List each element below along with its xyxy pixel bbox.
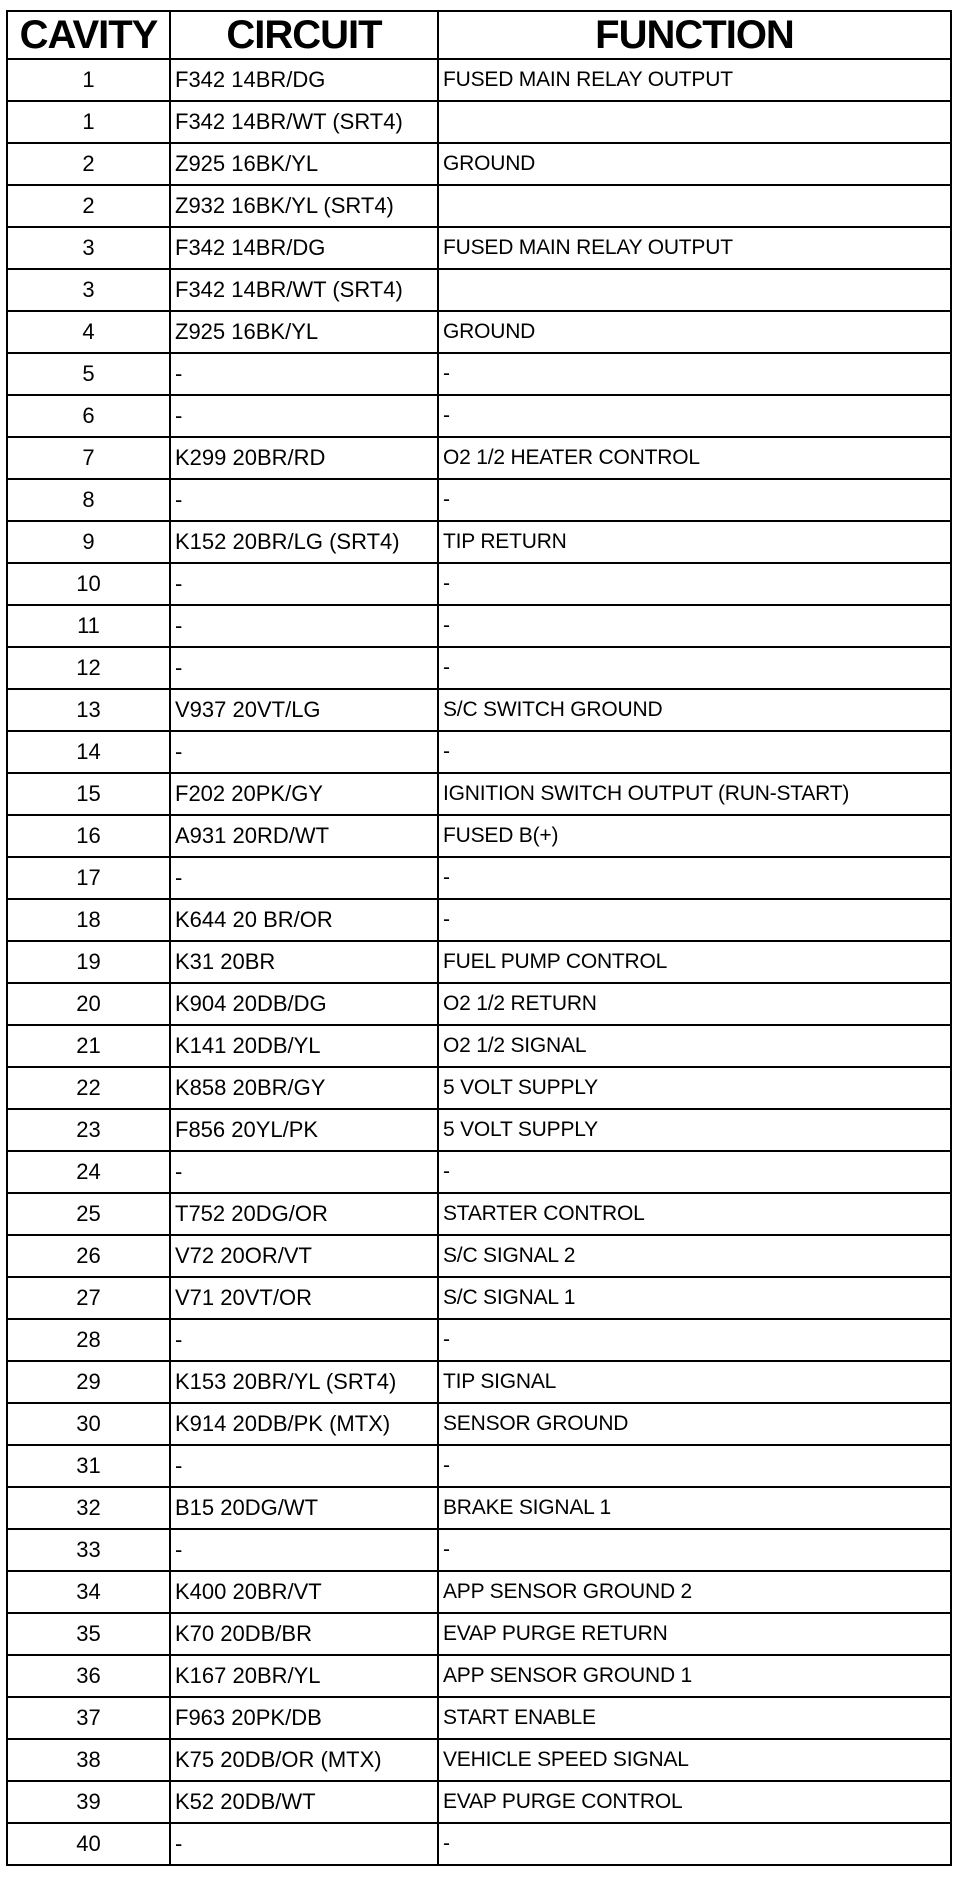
table-row bbox=[7, 983, 951, 1025]
function-cell: FUSED MAIN RELAY OUTPUT bbox=[438, 227, 951, 269]
function-cell: - bbox=[438, 353, 951, 395]
table-row bbox=[7, 1487, 951, 1529]
function-cell: EVAP PURGE CONTROL bbox=[438, 1781, 951, 1823]
table-row bbox=[7, 563, 951, 605]
circuit-cell: F963 20PK/DB bbox=[170, 1697, 438, 1739]
function-cell: - bbox=[438, 605, 951, 647]
table-row bbox=[7, 353, 951, 395]
table-row bbox=[7, 1109, 951, 1151]
cavity-cell: 1 bbox=[7, 101, 170, 143]
table-row bbox=[7, 143, 951, 185]
table-row bbox=[7, 899, 951, 941]
table-body bbox=[7, 59, 951, 1865]
cavity-cell: 23 bbox=[7, 1109, 170, 1151]
connector-pinout-table bbox=[6, 10, 952, 1866]
function-cell bbox=[438, 185, 951, 227]
function-cell: S/C SIGNAL 1 bbox=[438, 1277, 951, 1319]
cavity-cell: 15 bbox=[7, 773, 170, 815]
cavity-cell: 27 bbox=[7, 1277, 170, 1319]
cavity-cell: 26 bbox=[7, 1235, 170, 1277]
function-cell: O2 1/2 HEATER CONTROL bbox=[438, 437, 951, 479]
circuit-cell: A931 20RD/WT bbox=[170, 815, 438, 857]
circuit-cell: - bbox=[170, 1151, 438, 1193]
cavity-cell: 11 bbox=[7, 605, 170, 647]
function-cell: GROUND bbox=[438, 311, 951, 353]
cavity-cell: 39 bbox=[7, 1781, 170, 1823]
cavity-cell: 9 bbox=[7, 521, 170, 563]
table-row bbox=[7, 815, 951, 857]
table-row bbox=[7, 311, 951, 353]
table-row bbox=[7, 1655, 951, 1697]
table-row bbox=[7, 1067, 951, 1109]
table-row bbox=[7, 521, 951, 563]
table-row bbox=[7, 857, 951, 899]
function-cell: FUSED B(+) bbox=[438, 815, 951, 857]
table-row bbox=[7, 1697, 951, 1739]
table-row bbox=[7, 1277, 951, 1319]
circuit-cell: F856 20YL/PK bbox=[170, 1109, 438, 1151]
function-cell: FUSED MAIN RELAY OUTPUT bbox=[438, 59, 951, 101]
function-cell: - bbox=[438, 1445, 951, 1487]
cavity-cell: 38 bbox=[7, 1739, 170, 1781]
function-cell bbox=[438, 269, 951, 311]
function-cell: - bbox=[438, 899, 951, 941]
header-function: FUNCTION bbox=[438, 11, 951, 59]
circuit-cell: K167 20BR/YL bbox=[170, 1655, 438, 1697]
function-cell: START ENABLE bbox=[438, 1697, 951, 1739]
circuit-cell: Z932 16BK/YL (SRT4) bbox=[170, 185, 438, 227]
table-row bbox=[7, 1025, 951, 1067]
cavity-cell: 5 bbox=[7, 353, 170, 395]
table-row bbox=[7, 1739, 951, 1781]
circuit-cell: - bbox=[170, 1445, 438, 1487]
function-cell: O2 1/2 RETURN bbox=[438, 983, 951, 1025]
function-cell: - bbox=[438, 479, 951, 521]
circuit-cell: F342 14BR/WT (SRT4) bbox=[170, 101, 438, 143]
function-cell: APP SENSOR GROUND 2 bbox=[438, 1571, 951, 1613]
circuit-cell: K141 20DB/YL bbox=[170, 1025, 438, 1067]
table-row bbox=[7, 941, 951, 983]
table-row bbox=[7, 1823, 951, 1865]
cavity-cell: 22 bbox=[7, 1067, 170, 1109]
table-row bbox=[7, 1445, 951, 1487]
circuit-cell: - bbox=[170, 395, 438, 437]
table-row bbox=[7, 1571, 951, 1613]
cavity-cell: 6 bbox=[7, 395, 170, 437]
table-row bbox=[7, 1529, 951, 1571]
circuit-cell: - bbox=[170, 563, 438, 605]
table-header bbox=[7, 11, 951, 59]
cavity-cell: 33 bbox=[7, 1529, 170, 1571]
cavity-cell: 40 bbox=[7, 1823, 170, 1865]
function-cell: TIP SIGNAL bbox=[438, 1361, 951, 1403]
function-cell: - bbox=[438, 563, 951, 605]
table-row bbox=[7, 731, 951, 773]
circuit-cell: - bbox=[170, 479, 438, 521]
table-row bbox=[7, 1151, 951, 1193]
cavity-cell: 10 bbox=[7, 563, 170, 605]
function-cell: VEHICLE SPEED SIGNAL bbox=[438, 1739, 951, 1781]
table-row bbox=[7, 269, 951, 311]
circuit-cell: K153 20BR/YL (SRT4) bbox=[170, 1361, 438, 1403]
circuit-cell: K152 20BR/LG (SRT4) bbox=[170, 521, 438, 563]
cavity-cell: 19 bbox=[7, 941, 170, 983]
circuit-cell: V71 20VT/OR bbox=[170, 1277, 438, 1319]
cavity-cell: 25 bbox=[7, 1193, 170, 1235]
table-row bbox=[7, 1403, 951, 1445]
header-row bbox=[7, 11, 951, 59]
function-cell: - bbox=[438, 731, 951, 773]
cavity-cell: 32 bbox=[7, 1487, 170, 1529]
table-row bbox=[7, 395, 951, 437]
cavity-cell: 36 bbox=[7, 1655, 170, 1697]
function-cell: - bbox=[438, 857, 951, 899]
circuit-cell: K858 20BR/GY bbox=[170, 1067, 438, 1109]
circuit-cell: K75 20DB/OR (MTX) bbox=[170, 1739, 438, 1781]
table-row bbox=[7, 605, 951, 647]
cavity-cell: 14 bbox=[7, 731, 170, 773]
cavity-cell: 35 bbox=[7, 1613, 170, 1655]
function-cell: EVAP PURGE RETURN bbox=[438, 1613, 951, 1655]
function-cell: APP SENSOR GROUND 1 bbox=[438, 1655, 951, 1697]
circuit-cell: F202 20PK/GY bbox=[170, 773, 438, 815]
table-row bbox=[7, 1319, 951, 1361]
table-row bbox=[7, 185, 951, 227]
circuit-cell: - bbox=[170, 1823, 438, 1865]
cavity-cell: 20 bbox=[7, 983, 170, 1025]
table-row bbox=[7, 773, 951, 815]
circuit-cell: - bbox=[170, 353, 438, 395]
circuit-cell: - bbox=[170, 1529, 438, 1571]
circuit-cell: F342 14BR/WT (SRT4) bbox=[170, 269, 438, 311]
circuit-cell: K400 20BR/VT bbox=[170, 1571, 438, 1613]
function-cell: - bbox=[438, 1151, 951, 1193]
function-cell: BRAKE SIGNAL 1 bbox=[438, 1487, 951, 1529]
cavity-cell: 4 bbox=[7, 311, 170, 353]
circuit-cell: - bbox=[170, 857, 438, 899]
cavity-cell: 29 bbox=[7, 1361, 170, 1403]
function-cell: FUEL PUMP CONTROL bbox=[438, 941, 951, 983]
cavity-cell: 34 bbox=[7, 1571, 170, 1613]
circuit-cell: K914 20DB/PK (MTX) bbox=[170, 1403, 438, 1445]
header-cavity: CAVITY bbox=[7, 11, 170, 59]
cavity-cell: 1 bbox=[7, 59, 170, 101]
function-cell: 5 VOLT SUPPLY bbox=[438, 1067, 951, 1109]
circuit-cell: F342 14BR/DG bbox=[170, 227, 438, 269]
cavity-cell: 17 bbox=[7, 857, 170, 899]
circuit-cell: K52 20DB/WT bbox=[170, 1781, 438, 1823]
circuit-cell: K70 20DB/BR bbox=[170, 1613, 438, 1655]
function-cell: - bbox=[438, 1319, 951, 1361]
circuit-cell: - bbox=[170, 647, 438, 689]
cavity-cell: 3 bbox=[7, 227, 170, 269]
function-cell: S/C SIGNAL 2 bbox=[438, 1235, 951, 1277]
cavity-cell: 2 bbox=[7, 143, 170, 185]
circuit-cell: K904 20DB/DG bbox=[170, 983, 438, 1025]
function-cell: - bbox=[438, 1823, 951, 1865]
cavity-cell: 8 bbox=[7, 479, 170, 521]
function-cell: GROUND bbox=[438, 143, 951, 185]
circuit-cell: B15 20DG/WT bbox=[170, 1487, 438, 1529]
function-cell: - bbox=[438, 395, 951, 437]
cavity-cell: 31 bbox=[7, 1445, 170, 1487]
cavity-cell: 16 bbox=[7, 815, 170, 857]
function-cell: SENSOR GROUND bbox=[438, 1403, 951, 1445]
table-row bbox=[7, 59, 951, 101]
cavity-cell: 7 bbox=[7, 437, 170, 479]
function-cell: IGNITION SWITCH OUTPUT (RUN-START) bbox=[438, 773, 951, 815]
circuit-cell: Z925 16BK/YL bbox=[170, 311, 438, 353]
function-cell: O2 1/2 SIGNAL bbox=[438, 1025, 951, 1067]
table-row bbox=[7, 1613, 951, 1655]
function-cell bbox=[438, 101, 951, 143]
cavity-cell: 13 bbox=[7, 689, 170, 731]
cavity-cell: 21 bbox=[7, 1025, 170, 1067]
circuit-cell: V937 20VT/LG bbox=[170, 689, 438, 731]
cavity-cell: 30 bbox=[7, 1403, 170, 1445]
table-row bbox=[7, 1361, 951, 1403]
function-cell: TIP RETURN bbox=[438, 521, 951, 563]
cavity-cell: 2 bbox=[7, 185, 170, 227]
header-circuit: CIRCUIT bbox=[170, 11, 438, 59]
cavity-cell: 12 bbox=[7, 647, 170, 689]
function-cell: STARTER CONTROL bbox=[438, 1193, 951, 1235]
table-row bbox=[7, 437, 951, 479]
table-row bbox=[7, 1781, 951, 1823]
circuit-cell: K299 20BR/RD bbox=[170, 437, 438, 479]
function-cell: - bbox=[438, 647, 951, 689]
table-row bbox=[7, 1193, 951, 1235]
table-row bbox=[7, 1235, 951, 1277]
cavity-cell: 3 bbox=[7, 269, 170, 311]
table-row bbox=[7, 479, 951, 521]
function-cell: 5 VOLT SUPPLY bbox=[438, 1109, 951, 1151]
circuit-cell: V72 20OR/VT bbox=[170, 1235, 438, 1277]
circuit-cell: T752 20DG/OR bbox=[170, 1193, 438, 1235]
circuit-cell: - bbox=[170, 1319, 438, 1361]
circuit-cell: Z925 16BK/YL bbox=[170, 143, 438, 185]
cavity-cell: 28 bbox=[7, 1319, 170, 1361]
circuit-cell: K31 20BR bbox=[170, 941, 438, 983]
circuit-cell: - bbox=[170, 731, 438, 773]
circuit-cell: K644 20 BR/OR bbox=[170, 899, 438, 941]
table-row bbox=[7, 227, 951, 269]
circuit-cell: F342 14BR/DG bbox=[170, 59, 438, 101]
cavity-cell: 24 bbox=[7, 1151, 170, 1193]
table-row bbox=[7, 647, 951, 689]
table-row bbox=[7, 689, 951, 731]
cavity-cell: 18 bbox=[7, 899, 170, 941]
function-cell: S/C SWITCH GROUND bbox=[438, 689, 951, 731]
cavity-cell: 37 bbox=[7, 1697, 170, 1739]
circuit-cell: - bbox=[170, 605, 438, 647]
function-cell: - bbox=[438, 1529, 951, 1571]
table-row bbox=[7, 101, 951, 143]
